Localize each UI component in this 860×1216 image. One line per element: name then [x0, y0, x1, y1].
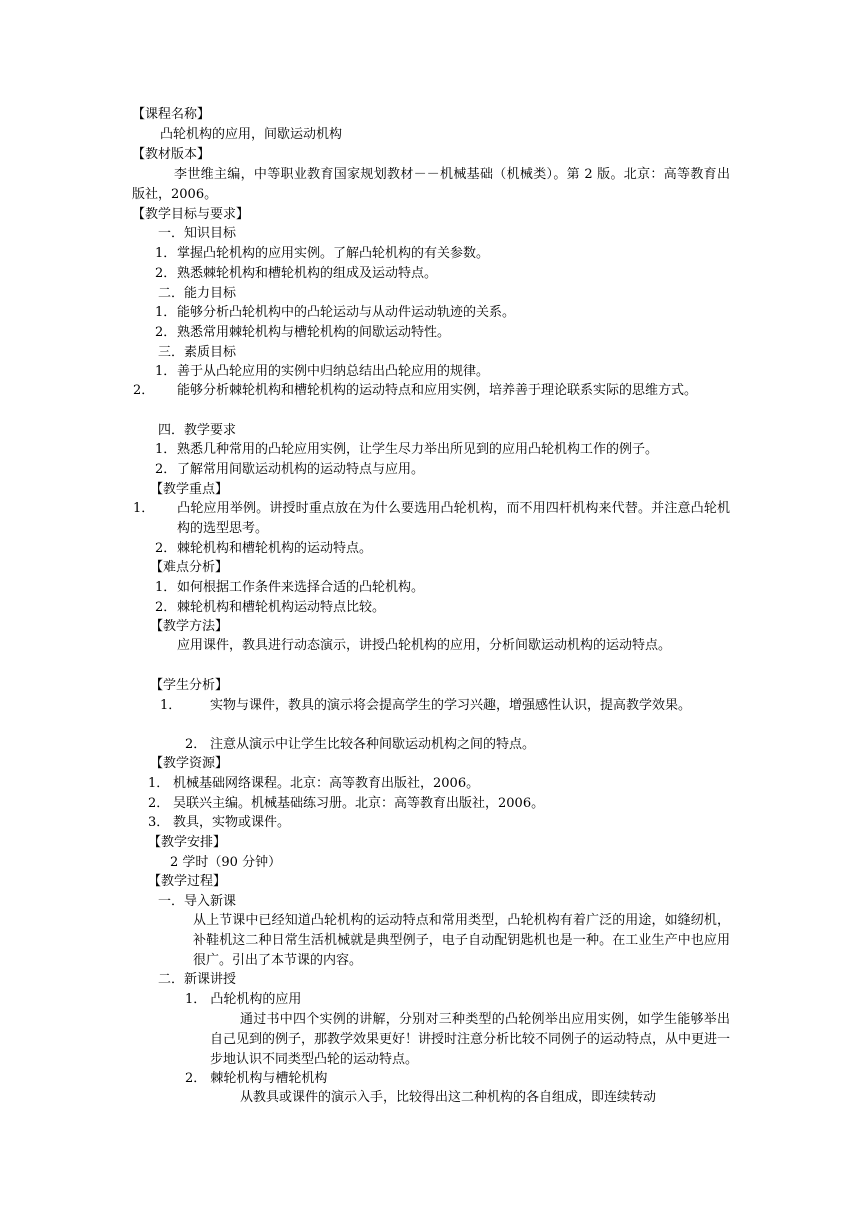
sub-title-ratchet-geneva: 2． 棘轮机构与槽轮机构: [185, 1071, 328, 1086]
key-points-item: 2．棘轮机构和槽轮机构的运动特点。: [155, 541, 373, 556]
requirements-title: 四．教学要求: [158, 423, 237, 438]
resources-item: 2． 吴联兴主编。机械基础练习册。北京：高等教育出版社，2006。: [148, 796, 545, 811]
knowledge-item: 1．掌握凸轮机构的应用实例。了解凸轮机构的有关参数。: [155, 246, 490, 261]
ability-item: 1．能够分析凸轮机构中的凸轮运动与从动件运动轨迹的关系。: [155, 305, 516, 320]
sub-text-cam-application: 通过书中四个实例的讲解，分别对三种类型的凸轮例举出应用实例，如学生能够举出自己见到的例子，那教学效果更好！讲授时注意分析比较不同例子的运动特点，从中更进一步地认识不同类型凸轮的运动特点。: [210, 1012, 731, 1067]
sub-title-cam-application: 1． 凸轮机构的应用: [185, 992, 302, 1007]
quality-item: 2． 能够分析棘轮机构和槽轮机构的运动特点和应用实例，培养善于理论联系实际的思维方式。: [133, 383, 698, 398]
course-name: 凸轮机构的应用，间歇运动机构: [160, 127, 343, 142]
quality-title: 三．素质目标: [158, 345, 237, 360]
objectives-heading: 【教学目标与要求】: [132, 207, 250, 222]
methods-heading: 【教学方法】: [150, 619, 229, 634]
quality-item: 1．善于从凸轮应用的实例中归纳总结出凸轮应用的规律。: [155, 364, 490, 379]
sub-text-ratchet-geneva: 从教具或课件的演示入手，比较得出这二种机构的各自组成，即连续转动: [240, 1090, 657, 1105]
students-heading: 【学生分析】: [150, 678, 229, 693]
difficulty-item: 2．棘轮机构和槽轮机构运动特点比较。: [155, 600, 386, 615]
key-points-item: 1． 凸轮应用举例。讲授时重点放在为什么要选用凸轮机构，而不用四杆机构来代替。并注意凸轮机构的选型思考。: [133, 501, 730, 536]
key-points-heading: 【教学重点】: [150, 482, 229, 497]
requirements-item: 1．熟悉几种常用的凸轮应用实例，让学生尽力举出所见到的应用凸轮机构工作的例子。: [155, 442, 659, 457]
difficulty-heading: 【难点分析】: [150, 560, 229, 575]
process-heading: 【教学过程】: [148, 874, 227, 889]
new-lesson-title: 二．新课讲授: [158, 972, 237, 987]
students-item: 2． 注意从演示中让学生比较各种间歇运动机构之间的特点。: [185, 737, 536, 752]
textbook-text: 李世维主编，中等职业教育国家规划教材－－机械基础（机械类）。第 2 版。北京：高等教育出版社，2006。: [132, 167, 730, 202]
resources-item: 3． 教具，实物或课件。: [148, 815, 291, 830]
knowledge-item: 2．熟悉棘轮机构和槽轮机构的组成及运动特点。: [155, 266, 438, 281]
arrangement-text: 2 学时（90 分钟）: [170, 855, 282, 870]
students-item: 1． 实物与课件，教具的演示将会提高学生的学习兴趣，增强感性认识，提高教学效果。: [160, 698, 692, 713]
intro-title: 一．导入新课: [158, 894, 237, 909]
ability-item: 2．熟悉常用棘轮机构与槽轮机构的间歇运动特性。: [155, 325, 451, 340]
intro-text: 从上节课中已经知道凸轮机构的运动特点和常用类型，凸轮机构有着广泛的用途，如缝纫机，补鞋机这二种日常生活机械就是典型例子，电子自动配钥匙机也是一种。在工业生产中也应用很广。引出了本节课的内容。: [193, 913, 730, 968]
requirements-item: 2．了解常用间歇运动机构的运动特点与应用。: [155, 462, 425, 477]
arrangement-heading: 【教学安排】: [148, 835, 227, 850]
methods-text: 应用课件，教具进行动态演示，讲授凸轮机构的应用，分析间歇运动机构的运动特点。: [177, 638, 672, 653]
textbook-heading: 【教材版本】: [132, 147, 211, 162]
resources-item: 1． 机械基础网络课程。北京：高等教育出版社，2006。: [148, 776, 480, 791]
knowledge-title: 一．知识目标: [158, 226, 237, 241]
difficulty-item: 1．如何根据工作条件来选择合适的凸轮机构。: [155, 580, 425, 595]
course-name-heading: 【课程名称】: [132, 107, 211, 122]
resources-heading: 【教学资源】: [150, 756, 229, 771]
ability-title: 二．能力目标: [158, 286, 237, 301]
